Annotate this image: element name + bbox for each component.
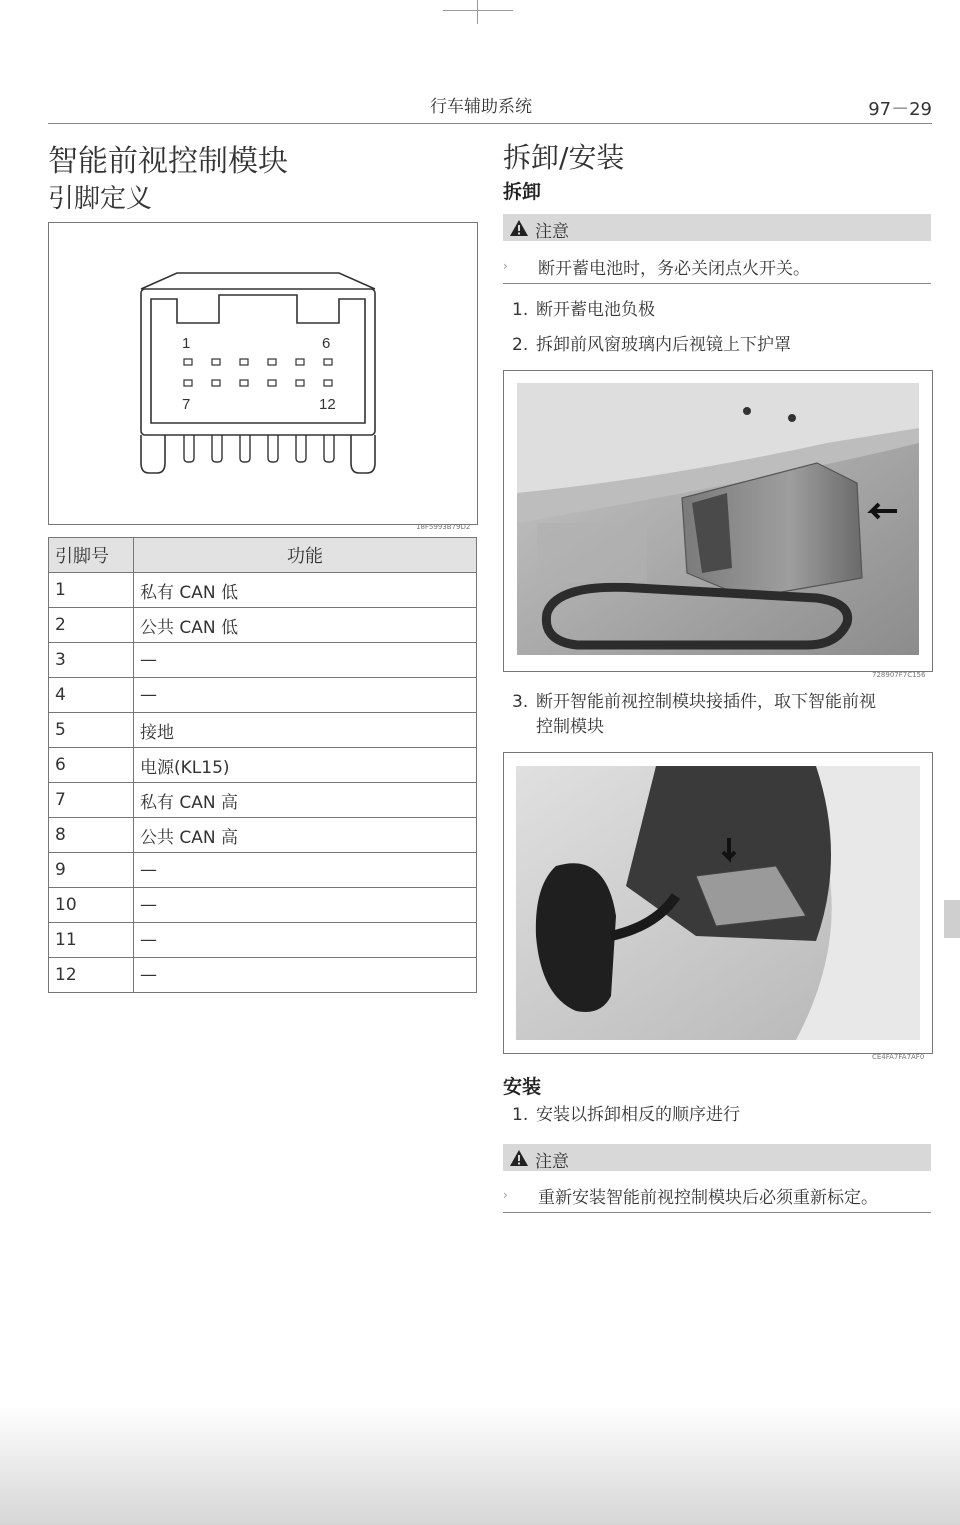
crop-mark-top-horizontal xyxy=(443,10,513,11)
photo2-code: CE4FA7FA7AF0 xyxy=(872,1053,925,1061)
note-bullet-icon: › xyxy=(503,1188,508,1202)
step-number: 3. xyxy=(512,692,529,712)
caution-label: 注意 xyxy=(535,222,569,242)
table-row xyxy=(49,958,477,993)
pin-cell: 5 xyxy=(49,713,134,748)
function-cell: 私有 CAN 高 xyxy=(134,783,477,818)
table-row xyxy=(49,608,477,643)
function-cell: 私有 CAN 低 xyxy=(134,573,477,608)
step-text: 安装以拆卸相反的顺序进行 xyxy=(536,1105,740,1125)
table-row xyxy=(49,748,477,783)
pin-cell: 11 xyxy=(49,923,134,958)
table-header-row xyxy=(49,538,477,573)
install-heading: 安装 xyxy=(503,1076,542,1098)
pin-cell: 1 xyxy=(49,573,134,608)
pin-cell: 4 xyxy=(49,678,134,713)
table-row xyxy=(49,643,477,678)
warning-icon xyxy=(509,219,529,237)
warning-icon xyxy=(509,1149,529,1167)
pin-label-7: 7 xyxy=(182,396,191,413)
install-caution-bar xyxy=(503,1144,931,1171)
function-cell: 接地 xyxy=(134,713,477,748)
header-function: 功能 xyxy=(134,538,477,573)
procedure-title: 拆卸/安装 xyxy=(503,141,625,174)
pin-cell: 3 xyxy=(49,643,134,678)
connector-drawing xyxy=(49,223,477,524)
section-subtitle: 引脚定义 xyxy=(48,184,153,214)
table-row xyxy=(49,853,477,888)
function-cell: — xyxy=(134,643,477,678)
step-text: 拆卸前风窗玻璃内后视镜上下护罩 xyxy=(536,335,791,355)
diagram-figure-code: 18F5993B79D2 xyxy=(416,523,471,531)
caution-bottom-rule xyxy=(503,283,931,284)
table-row xyxy=(49,573,477,608)
function-cell: 公共 CAN 高 xyxy=(134,818,477,853)
removal-step-1 xyxy=(512,298,655,323)
function-cell: — xyxy=(134,678,477,713)
pin-label-6: 6 xyxy=(322,335,331,352)
step-text: 断开蓄电池负极 xyxy=(536,300,655,320)
header-pin: 引脚号 xyxy=(49,538,134,573)
connector-diagram xyxy=(48,222,478,525)
mirror-cover-photo xyxy=(517,383,919,655)
removal-caution-bar xyxy=(503,214,931,241)
function-cell: — xyxy=(134,923,477,958)
section-title: 智能前视控制模块 xyxy=(48,144,288,179)
chapter-thumb-tab xyxy=(944,900,960,938)
removal-heading: 拆卸 xyxy=(503,181,542,203)
pin-cell: 8 xyxy=(49,818,134,853)
table-row xyxy=(49,713,477,748)
photo-frame-mirror-cover xyxy=(503,370,933,672)
crop-mark-top-vertical xyxy=(477,0,478,24)
pin-cell: 9 xyxy=(49,853,134,888)
step-number: 1. xyxy=(512,1105,529,1125)
pin-label-1: 1 xyxy=(182,335,191,352)
caution-bottom-rule xyxy=(503,1212,931,1213)
note-bullet-icon: › xyxy=(503,259,508,273)
removal-step-3-cont: 控制模块 xyxy=(536,717,604,737)
front-camera-module-photo xyxy=(516,766,920,1040)
install-step-1 xyxy=(512,1103,740,1128)
pin-cell: 10 xyxy=(49,888,134,923)
pin-definition-table xyxy=(48,537,477,993)
photo-frame-module xyxy=(503,752,933,1054)
table-row xyxy=(49,783,477,818)
running-title: 行车辅助系统 xyxy=(430,97,532,117)
function-cell: 公共 CAN 低 xyxy=(134,608,477,643)
table-row xyxy=(49,818,477,853)
install-caution-text: 重新安装智能前视控制模块后必须重新标定。 xyxy=(538,1188,878,1208)
pin-cell: 7 xyxy=(49,783,134,818)
removal-step-3 xyxy=(512,690,876,715)
bottom-shadow xyxy=(0,1405,960,1525)
page-number: 97－29 xyxy=(868,99,932,120)
table-row xyxy=(49,923,477,958)
function-cell: — xyxy=(134,888,477,923)
removal-caution-text: 断开蓄电池时，务必关闭点火开关。 xyxy=(538,259,810,279)
photo1-code: 728907F7C156 xyxy=(872,671,926,679)
pin-cell: 6 xyxy=(49,748,134,783)
function-cell: — xyxy=(134,958,477,993)
step-text: 断开智能前视控制模块接插件，取下智能前视 xyxy=(536,692,876,712)
function-cell: 电源(KL15) xyxy=(134,748,477,783)
header-rule xyxy=(48,123,932,124)
pin-cell: 2 xyxy=(49,608,134,643)
pin-label-12: 12 xyxy=(319,396,336,413)
pin-cell: 12 xyxy=(49,958,134,993)
step-number: 1. xyxy=(512,300,529,320)
function-cell: — xyxy=(134,853,477,888)
step-number: 2. xyxy=(512,335,529,355)
table-row xyxy=(49,678,477,713)
removal-step-2 xyxy=(512,333,791,358)
caution-label: 注意 xyxy=(535,1152,569,1172)
table-row xyxy=(49,888,477,923)
